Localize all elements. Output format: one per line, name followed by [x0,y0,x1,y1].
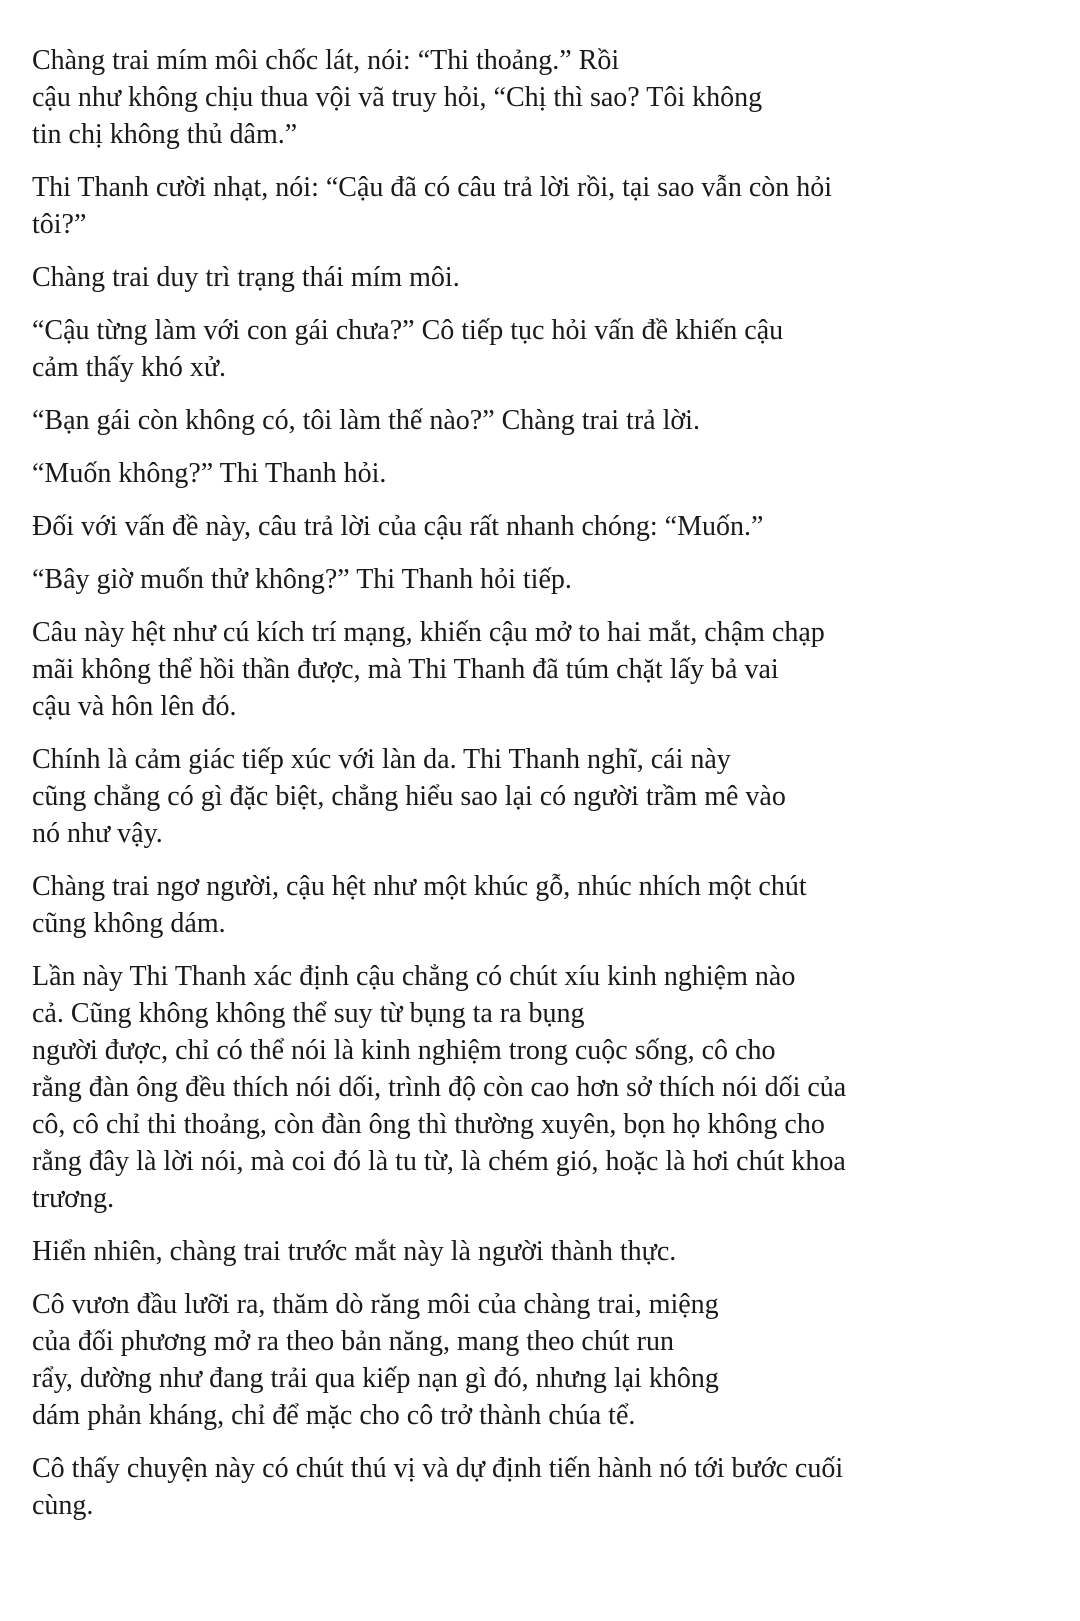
text-line: Chàng trai duy trì trạng thái mím môi. [32,262,460,293]
text-line: “Bạn gái còn không có, tôi làm thế nào?” Chàng trai trả lời. [32,405,700,436]
text-line: cùng. [32,1490,94,1521]
text-line: cũng chẳng có gì đặc biệt, chẳng hiểu sao lại có người trầm mê vào [32,781,786,812]
body-text [32,42,1072,1540]
paragraph [32,508,1072,545]
text-line: của đối phương mở ra theo bản năng, mang theo chút run [32,1326,674,1357]
paragraph [32,1286,1072,1434]
text-line: Chàng trai ngơ người, cậu hệt như một khúc gỗ, nhúc nhích một chút [32,871,807,902]
paragraph [32,455,1072,492]
text-line: cảm thấy khó xử. [32,352,227,383]
text-line: “Bây giờ muốn thử không?” Thi Thanh hỏi tiếp. [32,564,572,595]
text-line: cậu và hôn lên đó. [32,691,237,722]
text-line: Câu này hệt như cú kích trí mạng, khiến cậu mở to hai mắt, chậm chạp [32,617,825,648]
text-line: rằng đây là lời nói, mà coi đó là tu từ, là chém gió, hoặc là hơi chút khoa [32,1146,846,1177]
paragraph [32,958,1072,1217]
text-line: trương. [32,1183,115,1214]
text-line: người được, chỉ có thể nói là kinh nghiệm trong cuộc sống, cô cho [32,1035,776,1066]
paragraph [32,1233,1072,1270]
text-line: Lần này Thi Thanh xác định cậu chẳng có chút xíu kinh nghiệm nào [32,961,796,992]
text-line: Thi Thanh cười nhạt, nói: “Cậu đã có câu trả lời rồi, tại sao vẫn còn hỏi [32,172,833,203]
paragraph [32,169,1072,243]
paragraph [32,1450,1072,1524]
text-line: rẩy, dường như đang trải qua kiếp nạn gì đó, nhưng lại không [32,1363,719,1394]
text-line: Chính là cảm giác tiếp xúc với làn da. Thi Thanh nghĩ, cái này [32,744,731,775]
paragraph [32,259,1072,296]
paragraph [32,868,1072,942]
paragraph [32,741,1072,852]
text-line: mãi không thể hồi thần được, mà Thi Thanh đã túm chặt lấy bả vai [32,654,779,685]
text-line: nó như vậy. [32,818,163,849]
paragraph [32,42,1072,153]
text-line: Cô thấy chuyện này có chút thú vị và dự định tiến hành nó tới bước cuối [32,1453,844,1484]
text-line: cậu như không chịu thua vội vã truy hỏi, “Chị thì sao? Tôi không [32,82,763,113]
text-line: cả. Cũng không không thể suy từ bụng ta ra bụng [32,998,585,1029]
paragraph [32,614,1072,725]
text-line: tin chị không thủ dâm.” [32,119,298,150]
text-line: Đối với vấn đề này, câu trả lời của cậu rất nhanh chóng: “Muốn.” [32,511,764,542]
text-line: Hiển nhiên, chàng trai trước mắt này là người thành thực. [32,1236,677,1267]
text-line: rằng đàn ông đều thích nói dối, trình độ còn cao hơn sở thích nói dối của [32,1072,847,1103]
text-line: “Muốn không?” Thi Thanh hỏi. [32,458,387,489]
text-line: cô, cô chỉ thi thoảng, còn đàn ông thì thường xuyên, bọn họ không cho [32,1109,825,1140]
text-line: cũng không dám. [32,908,226,939]
text-line: Cô vươn đầu lưỡi ra, thăm dò răng môi của chàng trai, miệng [32,1289,719,1320]
paragraph [32,561,1072,598]
text-line: tôi?” [32,209,87,240]
paragraph [32,402,1072,439]
text-line: “Cậu từng làm với con gái chưa?” Cô tiếp tục hỏi vấn đề khiến cậu [32,315,784,346]
text-line: Chàng trai mím môi chốc lát, nói: “Thi thoảng.” Rồi [32,45,620,76]
text-line: dám phản kháng, chỉ để mặc cho cô trở thành chúa tể. [32,1400,636,1431]
paragraph [32,312,1072,386]
